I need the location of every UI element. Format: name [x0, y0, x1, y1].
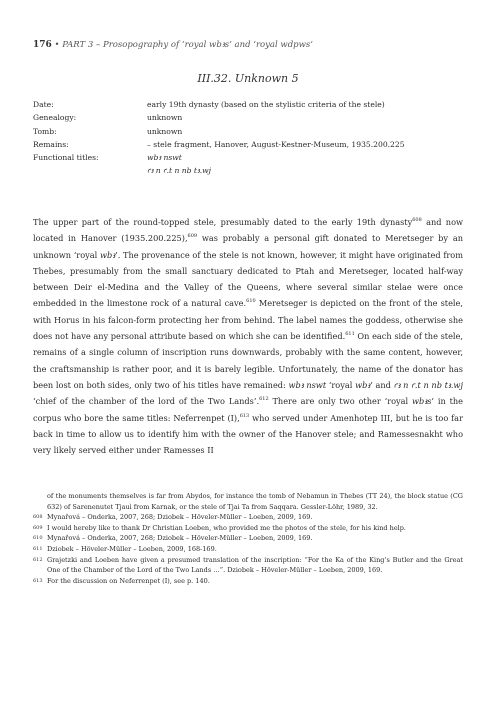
metadata-table: [33, 98, 463, 178]
footnote-continuation: [33, 491, 463, 512]
footnote-ref: 612: [259, 396, 269, 403]
footnote-number: 613: [33, 577, 43, 584]
meta-row-genealogy: [33, 111, 463, 124]
body-text: ’ in the corpus who bore the same titles: Neferrenpet (I),: [33, 396, 464, 423]
meta-value: unknown: [147, 113, 183, 123]
meta-row-titles: [33, 151, 463, 164]
running-header: [33, 40, 456, 50]
footnote-text: of the monuments themselves is far from Abydos, for instance the tomb of Nebamun in Thebes (TT 24), the block statue (CG 632) of Sarenenutet Tjauì from Karnak, or the stele of Tjai Ta from Saqqara. Gessler-Löhr, 1989, 32.: [47, 492, 463, 511]
footnote-text: Mynařová – Onderka, 2007, 268; Dziobek – Höveler-Müller – Loeben, 2009, 169.: [47, 513, 313, 522]
footnote-608: [33, 512, 463, 523]
transliteration: wbꜣs: [412, 396, 432, 407]
transliteration: wbꜣ: [355, 379, 371, 390]
footnote-610: [33, 533, 463, 544]
footnote-text: I would hereby like to thank Dr Christian Loeben, who provided me the photos of the stele, for his kind help.: [47, 523, 406, 532]
footnote-609: [33, 523, 463, 534]
body-text: and now located in Hanover (1935.200.225),: [33, 217, 464, 244]
body-text: There are only two other ‘royal: [268, 396, 413, 407]
meta-value: early 19th dynasty (based on the stylistic criteria of the stele): [147, 100, 385, 109]
meta-label: [33, 164, 147, 177]
footnotes: [33, 491, 463, 586]
meta-value: wbꜣ nswt: [147, 153, 182, 163]
body-text: The upper part of the round-topped stele, presumably dated to the early 19th dynasty: [33, 217, 413, 227]
footnote-text: Dziobek – Höveler-Müller – Loeben, 2009, 168-169.: [47, 544, 217, 553]
footnote-ref: 613: [239, 412, 250, 419]
footnote-ref: 610: [246, 298, 256, 305]
footnote-ref: 608: [412, 217, 422, 223]
body-text: was probably a personal gift donated to Meretseger by an unknown ‘royal: [33, 233, 463, 260]
footnote-611: [33, 544, 463, 555]
footnote-number: 609: [33, 524, 43, 531]
footnote-ref: 611: [345, 331, 355, 338]
meta-label: Tomb:: [33, 126, 57, 136]
meta-value: unknown: [147, 126, 183, 136]
footnote-ref: 609: [187, 233, 198, 240]
meta-label: Remains:: [33, 139, 69, 149]
meta-label: Date:: [33, 100, 54, 109]
body-text: ’ and: [370, 379, 394, 390]
meta-row-remains: [33, 138, 463, 151]
footnote-number: 610: [33, 535, 43, 542]
transliteration: ꜥꜣ n ꜥ.t n nb tꜣ.wj: [393, 379, 463, 390]
meta-row-date: [33, 98, 463, 111]
footnote-text: Grajetzki and Loeben have given a presumed translation of the inscription: “For the Ka of the King’s Butler and the Great One of the Chamber of the Lord of the Two Lands …”. Dziobek – Höveler-Müller – Loeben, 2009, 169.: [47, 555, 463, 575]
footnote-number: 611: [33, 545, 43, 552]
footnote-number: 612: [33, 556, 43, 563]
page-number: 176: [33, 40, 52, 50]
meta-value: – stele fragment, Hanover, August-Kestner-Museum, 1935.200.225: [147, 139, 405, 149]
body-text: Meretseger is depicted on the front of the stele, with Horus in his falcon-form protecting her from behind. The label names the goddess, otherwise she does not have any personal attribute based on which she can be identified.: [33, 298, 463, 342]
header-separator: •: [54, 40, 60, 50]
footnote-text: Mynařová – Onderka, 2007, 268; Dziobek – Höveler-Müller – Loeben, 2009, 169.: [47, 534, 313, 543]
body-text: ‘royal: [326, 379, 356, 390]
part-title: PART 3 – Prosopography of ‘royal wbꜣs’ and ‘royal wdpws’: [62, 40, 313, 50]
meta-label: Functional titles:: [33, 153, 99, 163]
meta-row-titles-2: [33, 164, 463, 177]
meta-row-tomb: [33, 125, 463, 138]
footnote-613: [33, 576, 463, 587]
transliteration: wbꜣ: [99, 249, 116, 260]
body-paragraph: [33, 214, 463, 458]
body-text: On each side of the stele, remains of a single column of inscription runs downwards, probably with the same content, however, the craftsmanship is rather poor, and it is barely legible. Unfortunately, the name of the donator has been lost on both sides, only two of his titles have remained:: [33, 331, 463, 390]
body-text: ‘chief of the chamber of the lord of the Two Lands’.: [33, 396, 260, 407]
transliteration: wbꜣ nswt: [288, 379, 327, 390]
meta-label: Genealogy:: [33, 113, 77, 123]
meta-value: ꜥꜣ n ꜥ.t n nb tꜣ.wj: [147, 166, 211, 176]
footnote-number: 608: [33, 514, 43, 521]
footnote-text: For the discussion on Neferrenpet (I), see p. 140.: [47, 576, 210, 585]
section-title: III.32. Unknown 5: [197, 72, 299, 85]
body-text: ’. The provenance of the stele is not known, however, it might have originated from Thebes, presumably from the small sanctuary dedicated to Ptah and Meretseger, located half-way between Deir el-Medina and the Valley of the Queens, where several similar stelae were once embedded in the limestone rock of a natural cave.: [33, 249, 463, 309]
body-text: who served under Amenhotep III, but he is too far back in time to allow us to identify him with the owner of the Hanover stele; and Ramessesnakht who very likely served either under Ramesses II: [33, 412, 463, 456]
footnote-612: [33, 555, 463, 576]
